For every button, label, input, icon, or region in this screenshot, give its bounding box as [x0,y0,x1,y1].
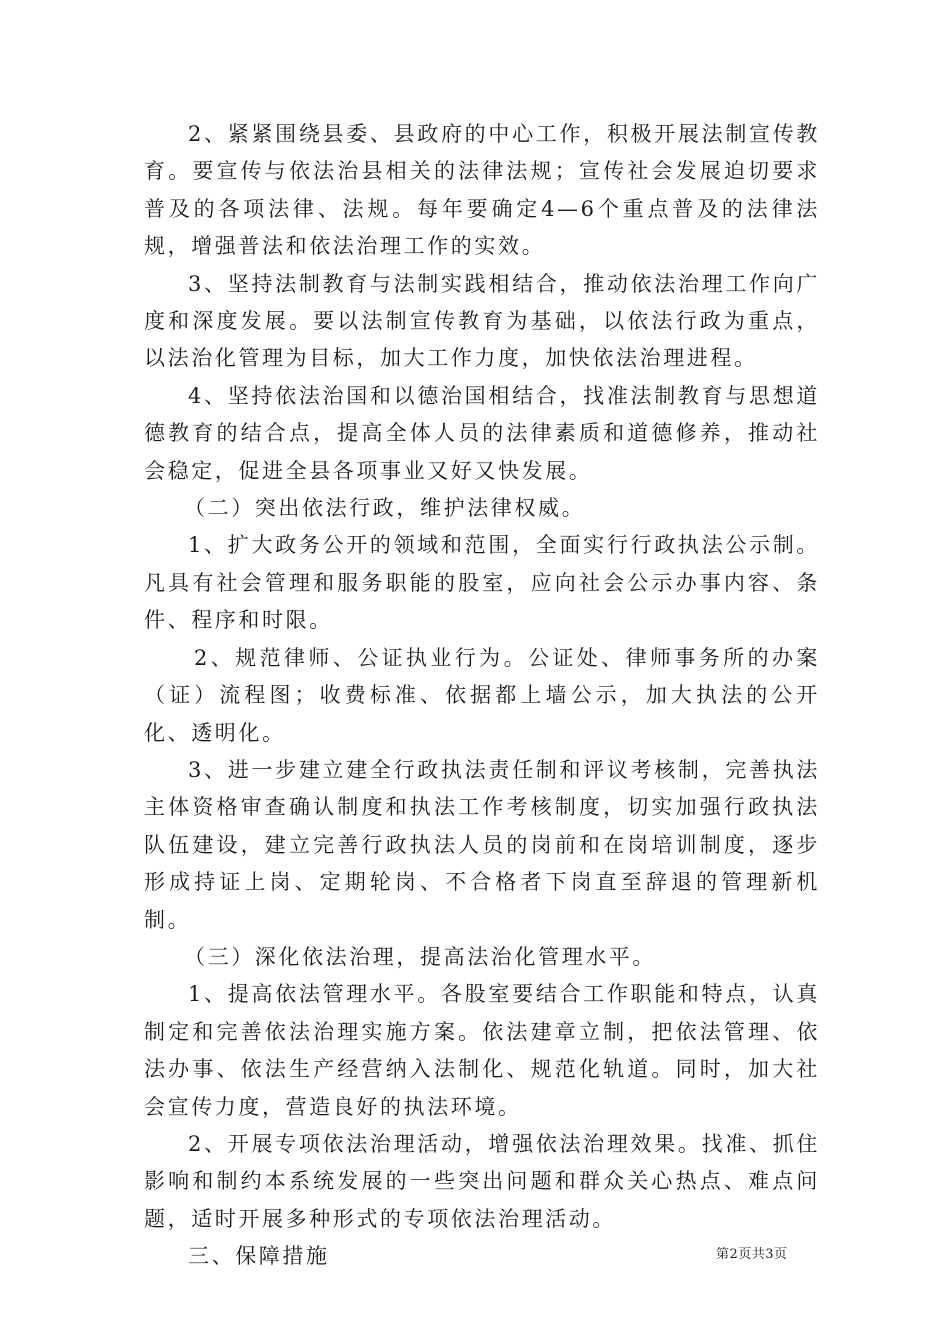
paragraph-item-3-section-2: 3、进一步建立建全行政执法责任制和评议考核制，完善执法主体资格审查确认制度和执法工作考核制度，切实加强行政执法队伍建设，建立完善行政执法人员的岗前和在岗培训制度，逐步形成持证上岗、定期轮岗、不合格者下岗直至辞退的管理新机制。 [144,757,820,932]
document-body [144,116,820,1276]
paragraph-item-2: 2、紧紧围绕县委、县政府的中心工作，积极开展法制宣传教育。要宣传与依法治县相关的法律法规；宣传社会发展迫切要求普及的各项法律、法规。每年要确定4—6个重点普及的法律法规，增强普法和依法治理工作的实效。 [144,122,820,259]
paragraph-item-1-section-2: 1、扩大政务公开的领域和范围，全面实行行政执法公示制。凡具有社会管理和服务职能的股室，应向社会公示办事内容、条件、程序和时限。 [144,533,820,633]
section-heading-3: （三）深化依法治理，提高法治化管理水平。 [184,944,656,969]
paragraph-item-2-section-3: 2、开展专项依法治理活动，增强依法治理效果。找准、抓住影响和制约本系统发展的一些突出问题和群众关心热点、难点问题，适时开展多种形式的专项依法治理活动。 [144,1131,820,1231]
paragraph-item-2-section-2: 2、规范律师、公证执业行为。公证处、律师事务所的办案（证）流程图；收费标准、依据都上墙公示，加大执法的公开化、透明化。 [144,645,820,745]
paragraph-item-1-section-3: 1、提高依法管理水平。各股室要结合工作职能和特点，认真制定和完善依法治理实施方案。依法建章立制，把依法管理、依法办事、依法生产经营纳入法制化、规范化轨道。同时，加大社会宣传力度，营造良好的执法环境。 [144,982,820,1119]
page-number: 第2页共3页 [716,1247,788,1262]
paragraph-item-4: 4、坚持依法治国和以德治国相结合，找准法制教育与思想道德教育的结合点，提高全体人员的法律素质和道德修养，推动社会稳定，促进全县各项事业又好又快发展。 [144,383,820,483]
paragraph-item-3: 3、坚持法制教育与法制实践相结合，推动依法治理工作向广度和深度发展。要以法制宣传教育为基础，以依法行政为重点，以法治化管理为目标，加大工作力度，加快依法治理进程。 [144,271,820,371]
section-heading-2: （二）突出依法行政，维护法律权威。 [184,496,586,521]
section-heading-safeguards: 三、保障措施 [188,1244,330,1269]
